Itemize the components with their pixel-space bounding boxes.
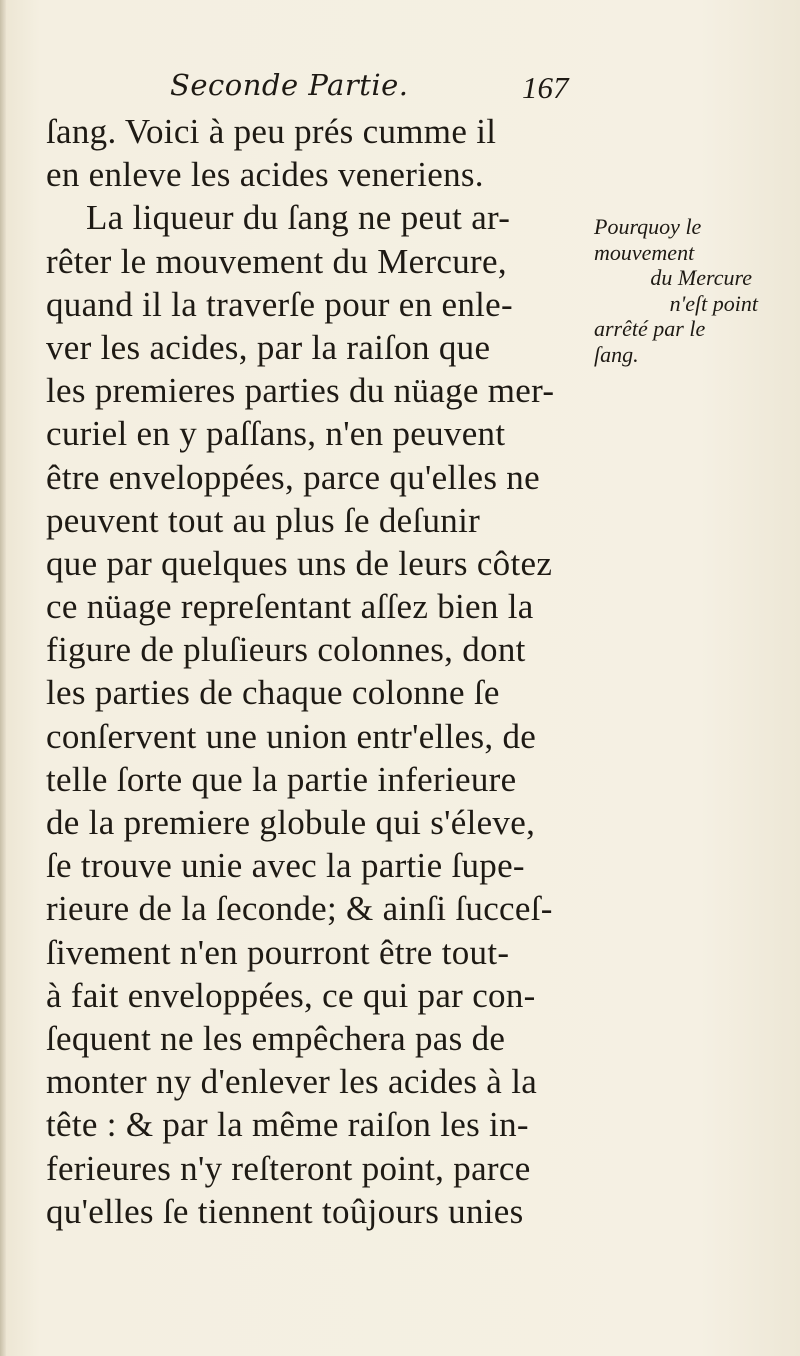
margin-note	[594, 214, 794, 367]
page-spine-edge	[0, 0, 6, 1356]
text-line: ſivement n'en pourront être tout-	[46, 932, 510, 972]
text-line: rieure de la ſeconde; & ainſi ſucceſ-	[46, 889, 553, 929]
text-line: en enleve les acides veneriens.	[46, 155, 484, 195]
text-line: à fait enveloppées, ce qui par con-	[46, 975, 536, 1015]
margin-note-line: ſang.	[594, 341, 639, 367]
text-line: les premieres parties du nüage mer-	[46, 371, 555, 411]
text-line: qu'elles ſe tiennent toûjours unies	[46, 1191, 524, 1231]
text-line: curiel en y paſſans, n'en peuvent	[46, 414, 506, 454]
page-header	[0, 68, 800, 114]
text-line: de la premiere globule qui s'éleve,	[46, 803, 536, 842]
text-line: La liqueur du ſang ne peut ar-	[86, 198, 511, 238]
text-line: rêter le mouvement du Mercure,	[46, 241, 507, 281]
margin-note-line: n'eſt point	[669, 290, 758, 316]
body-text	[46, 110, 606, 1233]
text-line: ver les acides, par la raiſon que	[46, 327, 491, 367]
text-line: conſervent une union entr'elles, de	[46, 716, 537, 756]
running-head: Seconde Partie.	[170, 68, 409, 102]
text-line: ſang. Voici à peu prés cumme il	[46, 112, 497, 151]
margin-note-line: Pourquoy le	[594, 214, 702, 239]
page-number: 167	[522, 70, 569, 105]
margin-note-line: arrêté par le	[594, 316, 706, 341]
text-line: telle ſorte que la partie inferieure	[46, 759, 517, 799]
margin-note-line: mouvement	[594, 239, 695, 265]
text-line: ſe trouve unie avec la partie ſupe-	[46, 846, 525, 886]
text-line: les parties de chaque colonne ſe	[46, 673, 500, 713]
text-line: ce nüage repreſentant aſſez bien la	[46, 587, 534, 627]
text-line: être enveloppées, parce qu'elles ne	[46, 457, 540, 497]
text-line: quand il la traverſe pour en enle-	[46, 284, 513, 324]
text-line: monter ny d'enlever les acides à la	[46, 1062, 538, 1102]
text-line: tête : & par la même raiſon les in-	[46, 1105, 529, 1145]
text-line: que par quelques uns de leurs côtez	[46, 543, 553, 583]
text-line: ferieures n'y reſteront point, parce	[46, 1148, 531, 1188]
margin-note-line: du Mercure	[650, 265, 752, 290]
text-line: figure de pluſieurs colonnes, dont	[46, 630, 526, 670]
text-line: peuvent tout au plus ſe deſunir	[46, 500, 481, 540]
text-line: ſequent ne les empêchera pas de	[46, 1018, 506, 1058]
